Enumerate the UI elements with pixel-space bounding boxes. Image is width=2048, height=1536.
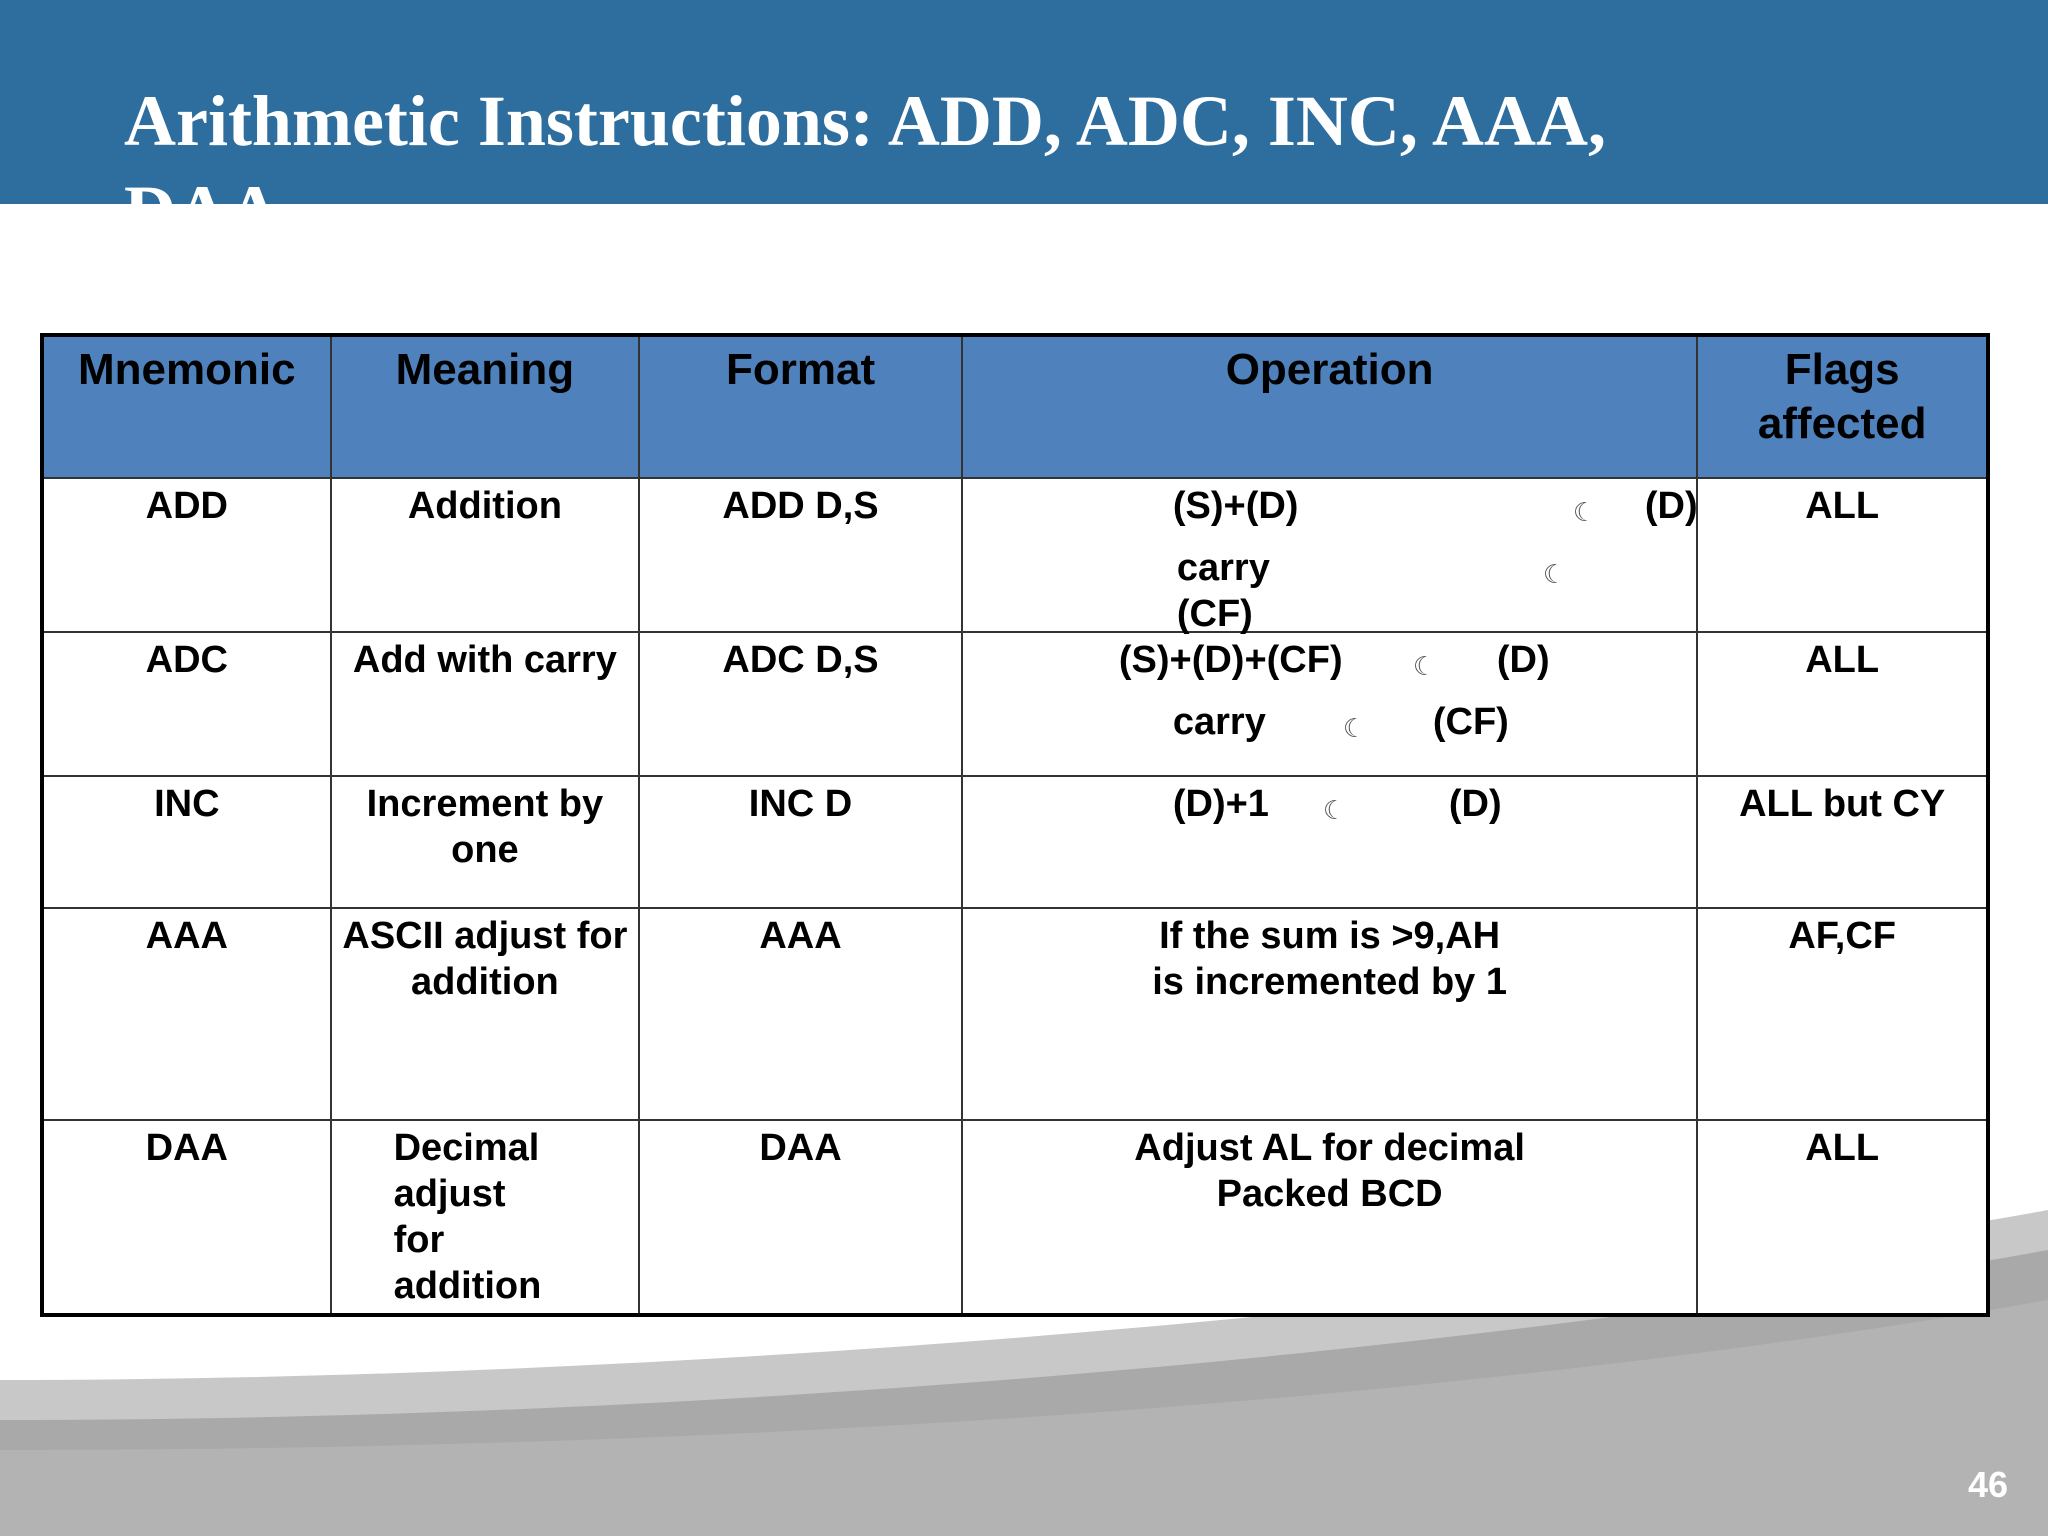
header-operation: Operation [962,335,1698,478]
operation-cell [962,776,1698,908]
format-cell: ADC D,S [639,632,962,776]
meaning-cell: Increment by one [331,776,640,908]
operation-cell [962,1120,1698,1315]
operation-cell [962,632,1698,776]
operation-source: carry [1176,547,1270,589]
format-cell: DAA [639,1120,962,1315]
mnemonic-cell: AAA [42,908,331,1120]
table-header-row [42,335,1988,478]
header-meaning: Meaning [331,335,640,478]
operation-line [973,699,1687,761]
operation-destination: (D) [1496,639,1550,681]
mnemonic-cell: ADD [42,478,331,632]
page-number: 46 [1967,1464,2008,1505]
table-row [42,632,1988,776]
meaning-cell: Add with carry [331,632,640,776]
flags-cell: ALL [1697,478,1988,632]
operation-source: (S)+(D) [1172,485,1299,527]
meaning-cell [331,1120,640,1315]
arrow-icon: ☾ [1322,795,1347,825]
mnemonic-cell: INC [42,776,331,908]
operation-source: (S)+(D)+(CF) [1118,639,1343,681]
title-bar [0,0,2048,251]
format-cell: INC D [639,776,962,908]
operation-destination: (CF) [1176,593,1253,635]
operation-cell [962,908,1698,1120]
arrow-icon: ☾ [1542,559,1567,589]
meaning-cell: ASCII adjust for addition [331,908,640,1120]
meaning-text: Decimal adjust for addition [393,1127,542,1307]
operation-source: carry [1172,701,1266,743]
flags-cell: ALL but CY [1697,776,1988,908]
operation-text-line: is incremented by 1 [1152,961,1508,1003]
instruction-table [40,333,1990,1317]
arrow-icon: ☾ [1412,651,1437,681]
header-flags: Flags affected [1697,335,1988,478]
operation-text-line: If the sum is >9,AH [1159,915,1501,957]
arrow-icon: ☾ [1572,497,1597,527]
operation-cell [962,478,1698,635]
operation-line [973,483,1698,545]
operation-line [973,637,1687,699]
arrow-icon: ☾ [1342,713,1367,743]
flags-cell: ALL [1697,632,1988,776]
table-row [42,1120,1988,1315]
mnemonic-cell: DAA [42,1120,331,1315]
format-cell: AAA [639,908,962,1120]
operation-destination: (D) [1448,783,1502,825]
operation-destination: (D) [1644,485,1698,527]
flags-cell: ALL [1697,1120,1988,1315]
mnemonic-cell: ADC [42,632,331,776]
operation-text-line: Adjust AL for decimal [1134,1127,1525,1169]
operation-text-line: Packed BCD [1216,1173,1443,1215]
operation-source: (D)+1 [1172,783,1269,825]
table-row [42,908,1988,1120]
flags-cell: AF,CF [1697,908,1988,1120]
table-row [42,776,1988,908]
meaning-cell: Addition [331,478,640,632]
operation-destination: (CF) [1432,701,1509,743]
header-mnemonic: Mnemonic [42,335,331,478]
slide-title: Arithmetic Instructions: ADD, ADC, INC, AAA, DAA [124,81,1606,251]
header-format: Format [639,335,962,478]
table-row [42,478,1988,632]
format-cell: ADD D,S [639,478,962,632]
operation-line [973,781,1687,843]
operation-line [973,545,1687,635]
